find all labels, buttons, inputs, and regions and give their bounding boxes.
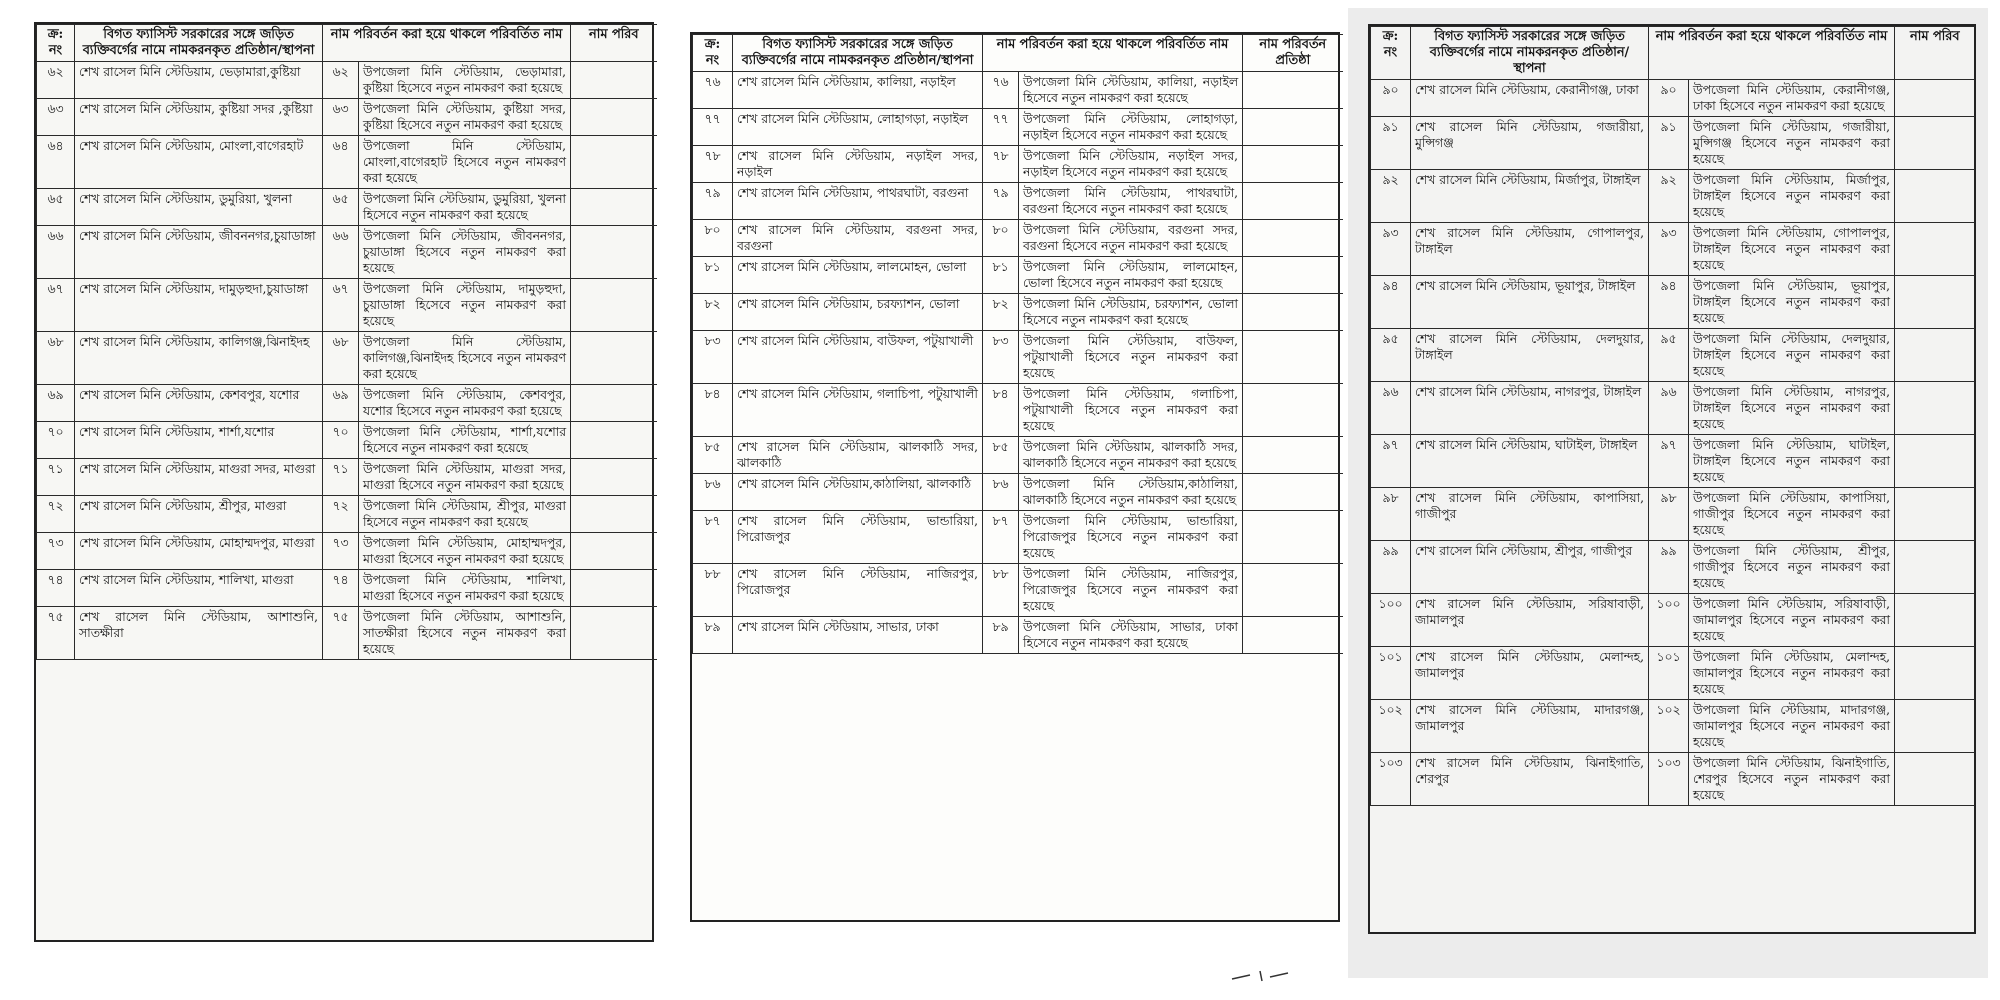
- row-extra-cell: [571, 62, 657, 99]
- table-row: [693, 564, 1343, 617]
- row-extra-cell: [1243, 564, 1343, 617]
- row-serial: ৮২: [693, 294, 733, 331]
- row-extra-cell: [1243, 437, 1343, 474]
- row-serial: ৮৪: [693, 384, 733, 437]
- row-extra-cell: [571, 496, 657, 533]
- row-serial: ১০১: [1371, 647, 1411, 700]
- row-extra-cell: [1895, 117, 1975, 170]
- row-serial: ১০২: [1371, 700, 1411, 753]
- row-new-serial: ৯৯: [1649, 541, 1689, 594]
- row-original-name: শেখ রাসেল মিনি স্টেডিয়াম, নাজিরপুর, পিরোজপুর: [733, 564, 983, 617]
- row-extra-cell: [1243, 294, 1343, 331]
- row-extra-cell: [1895, 276, 1975, 329]
- header-original-name: বিগত ফ্যাসিস্ট সরকারের সঙ্গে জড়িত ব্যক্তিবর্গের নামে নামকরনকৃত প্রতিষ্ঠান/স্থাপনা: [75, 25, 323, 62]
- row-new-serial: ৬২: [323, 62, 359, 99]
- table-row: [37, 422, 657, 459]
- row-original-name: শেখ রাসেল মিনি স্টেডিয়াম, সাভার, ঢাকা: [733, 617, 983, 654]
- row-serial: ৭১: [37, 459, 75, 496]
- table-row: [1371, 647, 1975, 700]
- row-new-serial: ১০০: [1649, 594, 1689, 647]
- table-body-page-3: [1371, 80, 1975, 806]
- row-extra-cell: [1895, 753, 1975, 806]
- row-new-serial: ৮৪: [983, 384, 1019, 437]
- row-new-name: উপজেলা মিনি স্টেডিয়াম, মোহাম্মদপুর, মাগুরা হিসেবে নতুন নামকরণ করা হয়েছে: [359, 533, 571, 570]
- table-row: [1371, 488, 1975, 541]
- row-serial: ৮৭: [693, 511, 733, 564]
- row-new-serial: ১০১: [1649, 647, 1689, 700]
- table-row: [693, 384, 1343, 437]
- row-extra-cell: [571, 136, 657, 189]
- row-extra-cell: [1243, 474, 1343, 511]
- row-extra-cell: [571, 99, 657, 136]
- table-row: [1371, 329, 1975, 382]
- row-original-name: শেখ রাসেল মিনি স্টেডিয়াম, বরগুনা সদর, বরগুনা: [733, 220, 983, 257]
- row-serial: ৬২: [37, 62, 75, 99]
- row-original-name: শেখ রাসেল মিনি স্টেডিয়াম, ভূয়াপুর, টাঙ্গাইল: [1411, 276, 1649, 329]
- row-extra-cell: [1243, 331, 1343, 384]
- row-serial: ৮১: [693, 257, 733, 294]
- row-serial: ৭০: [37, 422, 75, 459]
- row-original-name: শেখ রাসেল মিনি স্টেডিয়াম, আশাশুনি, সাতক্ষীরা: [75, 607, 323, 660]
- row-new-serial: ৮৯: [983, 617, 1019, 654]
- table-row: [1371, 80, 1975, 117]
- row-new-serial: ৭৪: [323, 570, 359, 607]
- header-original-name: বিগত ফ্যাসিস্ট সরকারের সঙ্গে জড়িত ব্যক্তিবর্গের নামে নামকরনকৃত প্রতিষ্ঠান/স্থাপনা: [733, 35, 983, 72]
- row-extra-cell: [1243, 109, 1343, 146]
- row-new-name: উপজেলা মিনি স্টেডিয়াম, কুষ্টিয়া সদর, কুষ্টিয়া হিসেবে নতুন নামকরণ করা হয়েছে: [359, 99, 571, 136]
- row-extra-cell: [1895, 541, 1975, 594]
- stadium-table-page-3: [1370, 26, 1975, 806]
- row-new-serial: ৯১: [1649, 117, 1689, 170]
- row-extra-cell: [1895, 80, 1975, 117]
- row-new-name: উপজেলা মিনি স্টেডিয়াম, দেলদুয়ার, টাঙ্গাইল হিসেবে নতুন নামকরণ করা হয়েছে: [1689, 329, 1895, 382]
- row-serial: ৯৫: [1371, 329, 1411, 382]
- row-new-serial: ৭৩: [323, 533, 359, 570]
- row-new-name: উপজেলা মিনি স্টেডিয়াম, লালমোহন, ভোলা হিসেবে নতুন নামকরণ করা হয়েছে: [1019, 257, 1243, 294]
- row-serial: ৯১: [1371, 117, 1411, 170]
- row-new-serial: ৮০: [983, 220, 1019, 257]
- row-original-name: শেখ রাসেল মিনি স্টেডিয়াম, কুষ্টিয়া সদর ,কুষ্টিয়া: [75, 99, 323, 136]
- row-new-serial: ৯৪: [1649, 276, 1689, 329]
- stadium-table-page-1: [36, 24, 657, 660]
- table-row: [693, 257, 1343, 294]
- row-extra-cell: [1243, 617, 1343, 654]
- row-new-name: উপজেলা মিনি স্টেডিয়াম, মোংলা,বাগেরহাট হিসেবে নতুন নামকরণ করা হয়েছে: [359, 136, 571, 189]
- row-extra-cell: [571, 607, 657, 660]
- row-extra-cell: [571, 189, 657, 226]
- header-serial: ক্র: নং: [693, 35, 733, 72]
- row-original-name: শেখ রাসেল মিনি স্টেডিয়াম, কালিয়া, নড়াইল: [733, 72, 983, 109]
- row-new-serial: ৯৫: [1649, 329, 1689, 382]
- row-serial: ৬৩: [37, 99, 75, 136]
- row-new-serial: ৮৩: [983, 331, 1019, 384]
- row-extra-cell: [571, 422, 657, 459]
- row-new-serial: ৭১: [323, 459, 359, 496]
- table-header-row: [693, 35, 1343, 72]
- row-original-name: শেখ রাসেল মিনি স্টেডিয়াম, কালিগঞ্জ,ঝিনাইদহ: [75, 332, 323, 385]
- row-original-name: শেখ রাসেল মিনি স্টেডিয়াম, মোংলা,বাগেরহাট: [75, 136, 323, 189]
- row-new-serial: ৬৫: [323, 189, 359, 226]
- table-row: [1371, 117, 1975, 170]
- row-serial: ৭৭: [693, 109, 733, 146]
- row-new-name: উপজেলা মিনি স্টেডিয়াম, ঘাটাইল, টাঙ্গাইল হিসেবে নতুন নামকরণ করা হয়েছে: [1689, 435, 1895, 488]
- row-new-serial: ৮৮: [983, 564, 1019, 617]
- table-row: [1371, 753, 1975, 806]
- row-new-serial: ৬৮: [323, 332, 359, 385]
- table-row: [37, 226, 657, 279]
- row-new-name: উপজেলা মিনি স্টেডিয়াম, বাউফল, পটুয়াখালী হিসেবে নতুন নামকরণ করা হয়েছে: [1019, 331, 1243, 384]
- table-row: [1371, 382, 1975, 435]
- row-original-name: শেখ রাসেল মিনি স্টেডিয়াম, গলাচিপা, পটুয়াখালী: [733, 384, 983, 437]
- table-row: [693, 183, 1343, 220]
- row-serial: ১০৩: [1371, 753, 1411, 806]
- row-new-name: উপজেলা মিনি স্টেডিয়াম, দামুড়হুদা, চুয়াডাঙ্গা হিসেবে নতুন নামকরণ করা হয়েছে: [359, 279, 571, 332]
- document-page-2: [690, 32, 1340, 922]
- row-serial: ৬৬: [37, 226, 75, 279]
- header-serial: ক্র: নং: [37, 25, 75, 62]
- row-serial: ৮০: [693, 220, 733, 257]
- row-new-name: উপজেলা মিনি স্টেডিয়াম, কেরানীগঞ্জ, ঢাকা হিসেবে নতুন নামকরণ করা হয়েছে: [1689, 80, 1895, 117]
- table-row: [1371, 170, 1975, 223]
- row-extra-cell: [1895, 382, 1975, 435]
- row-original-name: শেখ রাসেল মিনি স্টেডিয়াম, জীবননগর,চুয়াডাঙ্গা: [75, 226, 323, 279]
- row-new-name: উপজেলা মিনি স্টেডিয়াম, আশাশুনি, সাতক্ষীরা হিসেবে নতুন নামকরণ করা হয়েছে: [359, 607, 571, 660]
- row-original-name: শেখ রাসেল মিনি স্টেডিয়াম, মোহাম্মদপুর, মাগুরা: [75, 533, 323, 570]
- row-new-serial: ৮২: [983, 294, 1019, 331]
- header-extra: নাম পরিব: [1895, 27, 1975, 80]
- row-serial: ৬৮: [37, 332, 75, 385]
- row-extra-cell: [1243, 183, 1343, 220]
- row-original-name: শেখ রাসেল মিনি স্টেডিয়াম, লোহাগড়া, নড়াইল: [733, 109, 983, 146]
- row-original-name: শেখ রাসেল মিনি স্টেডিয়াম, শ্রীপুর, মাগুরা: [75, 496, 323, 533]
- row-new-serial: ৬৭: [323, 279, 359, 332]
- row-new-name: উপজেলা মিনি স্টেডিয়াম,কাঠালিয়া, ঝালকাঠি হিসেবে নতুন নামকরণ করা হয়েছে: [1019, 474, 1243, 511]
- row-serial: ৭৩: [37, 533, 75, 570]
- row-serial: ৯৬: [1371, 382, 1411, 435]
- row-new-serial: ১০৩: [1649, 753, 1689, 806]
- row-original-name: শেখ রাসেল মিনি স্টেডিয়াম, মির্জাপুর, টাঙ্গাইল: [1411, 170, 1649, 223]
- row-new-name: উপজেলা মিনি স্টেডিয়াম, শার্শা,যশোর হিসেবে নতুন নামকরণ করা হয়েছে: [359, 422, 571, 459]
- row-original-name: শেখ রাসেল মিনি স্টেডিয়াম, কাপাসিয়া, গাজীপুর: [1411, 488, 1649, 541]
- row-serial: ১০০: [1371, 594, 1411, 647]
- row-new-serial: ৮৬: [983, 474, 1019, 511]
- header-new-name: নাম পরিবর্তন করা হয়ে থাকলে পরিবর্তিত নাম: [323, 25, 571, 62]
- row-original-name: শেখ রাসেল মিনি স্টেডিয়াম, মাদারগঞ্জ, জামালপুর: [1411, 700, 1649, 753]
- row-new-serial: ৯৭: [1649, 435, 1689, 488]
- row-serial: ৬৪: [37, 136, 75, 189]
- row-serial: ৭৫: [37, 607, 75, 660]
- row-original-name: শেখ রাসেল মিনি স্টেডিয়াম, চরফ্যাশন, ভোলা: [733, 294, 983, 331]
- row-original-name: শেখ রাসেল মিনি স্টেডিয়াম, কেরানীগঞ্জ, ঢাকা: [1411, 80, 1649, 117]
- row-new-name: উপজেলা মিনি স্টেডিয়াম, মাগুরা সদর, মাগুরা হিসেবে নতুন নামকরণ করা হয়েছে: [359, 459, 571, 496]
- header-extra: নাম পরিবর্তন প্রতিষ্ঠা: [1243, 35, 1343, 72]
- document-page-1: [34, 22, 654, 942]
- row-new-name: উপজেলা মিনি স্টেডিয়াম, ভেড়ামারা, কুষ্টিয়া হিসেবে নতুন নামকরণ করা হয়েছে: [359, 62, 571, 99]
- row-original-name: শেখ রাসেল মিনি স্টেডিয়াম, শালিখা, মাগুরা: [75, 570, 323, 607]
- row-new-name: উপজেলা মিনি স্টেডিয়াম, গোপালপুর, টাঙ্গাইল হিসেবে নতুন নামকরণ করা হয়েছে: [1689, 223, 1895, 276]
- row-original-name: শেখ রাসেল মিনি স্টেডিয়াম, ডুমুরিয়া, খুলনা: [75, 189, 323, 226]
- table-row: [1371, 594, 1975, 647]
- row-new-serial: ৯৩: [1649, 223, 1689, 276]
- row-extra-cell: [1243, 146, 1343, 183]
- table-row: [37, 496, 657, 533]
- row-new-serial: ৬৩: [323, 99, 359, 136]
- table-row: [693, 437, 1343, 474]
- table-body-page-2: [693, 72, 1343, 654]
- row-serial: ৯৩: [1371, 223, 1411, 276]
- row-serial: ৮৯: [693, 617, 733, 654]
- row-new-serial: ৭৫: [323, 607, 359, 660]
- row-new-serial: ৭০: [323, 422, 359, 459]
- row-new-name: উপজেলা মিনি স্টেডিয়াম, চরফ্যাশন, ভোলা হিসেবে নতুন নামকরণ করা হয়েছে: [1019, 294, 1243, 331]
- row-new-serial: ৯৮: [1649, 488, 1689, 541]
- row-new-serial: ৯৬: [1649, 382, 1689, 435]
- table-row: [37, 189, 657, 226]
- row-original-name: শেখ রাসেল মিনি স্টেডিয়াম, লালমোহন, ভোলা: [733, 257, 983, 294]
- row-new-name: উপজেলা মিনি স্টেডিয়াম, ঝালকাঠি সদর, ঝালকাঠি হিসেবে নতুন নামকরণ করা হয়েছে: [1019, 437, 1243, 474]
- header-original-name: বিগত ফ্যাসিস্ট সরকারের সঙ্গে জড়িত ব্যক্তিবর্গের নামে নামকরনকৃত প্রতিষ্ঠান/স্থাপনা: [1411, 27, 1649, 80]
- row-extra-cell: [1895, 647, 1975, 700]
- row-extra-cell: [1243, 511, 1343, 564]
- table-row: [693, 72, 1343, 109]
- row-original-name: শেখ রাসেল মিনি স্টেডিয়াম, শ্রীপুর, গাজীপুর: [1411, 541, 1649, 594]
- header-extra: নাম পরিব: [571, 25, 657, 62]
- row-new-serial: ৮১: [983, 257, 1019, 294]
- row-extra-cell: [1895, 223, 1975, 276]
- row-new-name: উপজেলা মিনি স্টেডিয়াম, ভূয়াপুর, টাঙ্গাইল হিসেবে নতুন নামকরণ করা হয়েছে: [1689, 276, 1895, 329]
- row-extra-cell: [1895, 700, 1975, 753]
- row-new-serial: ৬৯: [323, 385, 359, 422]
- scan-mark-decoration: [1230, 968, 1290, 982]
- row-new-name: উপজেলা মিনি স্টেডিয়াম, কাপাসিয়া, গাজীপুর হিসেবে নতুন নামকরণ করা হয়েছে: [1689, 488, 1895, 541]
- row-extra-cell: [1895, 594, 1975, 647]
- row-new-serial: ৭৬: [983, 72, 1019, 109]
- row-extra-cell: [571, 570, 657, 607]
- row-new-name: উপজেলা মিনি স্টেডিয়াম, নাজিরপুর, পিরোজপুর হিসেবে নতুন নামকরণ করা হয়েছে: [1019, 564, 1243, 617]
- row-extra-cell: [571, 226, 657, 279]
- table-row: [693, 474, 1343, 511]
- row-extra-cell: [1243, 72, 1343, 109]
- row-extra-cell: [1243, 384, 1343, 437]
- row-serial: ৭২: [37, 496, 75, 533]
- row-serial: ৭৯: [693, 183, 733, 220]
- table-row: [37, 279, 657, 332]
- row-serial: ৮৮: [693, 564, 733, 617]
- table-row: [37, 607, 657, 660]
- table-row: [37, 570, 657, 607]
- row-new-name: উপজেলা মিনি স্টেডিয়াম, গলাচিপা, পটুয়াখালী হিসেবে নতুন নামকরণ করা হয়েছে: [1019, 384, 1243, 437]
- row-new-name: উপজেলা মিনি স্টেডিয়াম, ভান্ডারিয়া, পিরোজপুর হিসেবে নতুন নামকরণ করা হয়েছে: [1019, 511, 1243, 564]
- row-serial: ৯২: [1371, 170, 1411, 223]
- row-new-name: উপজেলা মিনি স্টেডিয়াম, সরিষাবাড়ী, জামালপুর হিসেবে নতুন নামকরণ করা হয়েছে: [1689, 594, 1895, 647]
- row-original-name: শেখ রাসেল মিনি স্টেডিয়াম, ভেড়ামারা,কুষ্টিয়া: [75, 62, 323, 99]
- row-serial: ৮৬: [693, 474, 733, 511]
- row-new-name: উপজেলা মিনি স্টেডিয়াম, লোহাগড়া, নড়াইল হিসেবে নতুন নামকরণ করা হয়েছে: [1019, 109, 1243, 146]
- row-new-serial: ৮৭: [983, 511, 1019, 564]
- table-row: [37, 62, 657, 99]
- table-header-row: [37, 25, 657, 62]
- row-serial: ৬৫: [37, 189, 75, 226]
- row-original-name: শেখ রাসেল মিনি স্টেডিয়াম, ঝিনাইগাতি, শেরপুর: [1411, 753, 1649, 806]
- row-serial: ৬৭: [37, 279, 75, 332]
- row-original-name: শেখ রাসেল মিনি স্টেডিয়াম, পাথরঘাটা, বরগুনা: [733, 183, 983, 220]
- row-serial: ৮৫: [693, 437, 733, 474]
- row-new-serial: ৯০: [1649, 80, 1689, 117]
- row-extra-cell: [1895, 329, 1975, 382]
- row-original-name: শেখ রাসেল মিনি স্টেডিয়াম, সরিষাবাড়ী, জামালপুর: [1411, 594, 1649, 647]
- table-row: [693, 294, 1343, 331]
- row-new-serial: ৭৮: [983, 146, 1019, 183]
- row-extra-cell: [1895, 435, 1975, 488]
- row-serial: ৯৯: [1371, 541, 1411, 594]
- table-row: [1371, 435, 1975, 488]
- row-new-serial: ৭৭: [983, 109, 1019, 146]
- row-original-name: শেখ রাসেল মিনি স্টেডিয়াম, গজারীয়া, মুন্সিগঞ্জ: [1411, 117, 1649, 170]
- row-serial: ৭৬: [693, 72, 733, 109]
- row-new-name: উপজেলা মিনি স্টেডিয়াম, ঝিনাইগাতি, শেরপুর হিসেবে নতুন নামকরণ করা হয়েছে: [1689, 753, 1895, 806]
- row-serial: ৭৪: [37, 570, 75, 607]
- table-row: [1371, 700, 1975, 753]
- table-row: [693, 220, 1343, 257]
- stadium-table-page-2: [692, 34, 1343, 654]
- row-extra-cell: [571, 279, 657, 332]
- table-row: [693, 331, 1343, 384]
- row-new-serial: ৭৯: [983, 183, 1019, 220]
- header-new-name: নাম পরিবর্তন করা হয়ে থাকলে পরিবর্তিত নাম: [1649, 27, 1895, 80]
- row-new-serial: ৮৫: [983, 437, 1019, 474]
- row-new-name: উপজেলা মিনি স্টেডিয়াম, শ্রীপুর, মাগুরা হিসেবে নতুন নামকরণ করা হয়েছে: [359, 496, 571, 533]
- row-original-name: শেখ রাসেল মিনি স্টেডিয়াম, বাউফল, পটুয়াখালী: [733, 331, 983, 384]
- row-new-serial: ৭২: [323, 496, 359, 533]
- row-extra-cell: [571, 533, 657, 570]
- row-original-name: শেখ রাসেল মিনি স্টেডিয়াম, ঝালকাঠি সদর, ঝালকাঠি: [733, 437, 983, 474]
- row-original-name: শেখ রাসেল মিনি স্টেডিয়াম, ঘাটাইল, টাঙ্গাইল: [1411, 435, 1649, 488]
- table-row: [693, 109, 1343, 146]
- row-serial: ৯৭: [1371, 435, 1411, 488]
- row-new-name: উপজেলা মিনি স্টেডিয়াম, কালিয়া, নড়াইল হিসেবে নতুন নামকরণ করা হয়েছে: [1019, 72, 1243, 109]
- table-row: [37, 99, 657, 136]
- row-new-serial: ৬৬: [323, 226, 359, 279]
- row-new-name: উপজেলা মিনি স্টেডিয়াম, ডুমুরিয়া, খুলনা হিসেবে নতুন নামকরণ করা হয়েছে: [359, 189, 571, 226]
- table-row: [1371, 541, 1975, 594]
- row-original-name: শেখ রাসেল মিনি স্টেডিয়াম, মাগুরা সদর, মাগুরা: [75, 459, 323, 496]
- row-new-name: উপজেলা মিনি স্টেডিয়াম, নাগরপুর, টাঙ্গাইল হিসেবে নতুন নামকরণ করা হয়েছে: [1689, 382, 1895, 435]
- row-new-name: উপজেলা মিনি স্টেডিয়াম, মির্জাপুর, টাঙ্গাইল হিসেবে নতুন নামকরণ করা হয়েছে: [1689, 170, 1895, 223]
- table-row: [1371, 223, 1975, 276]
- row-original-name: শেখ রাসেল মিনি স্টেডিয়াম, গোপালপুর, টাঙ্গাইল: [1411, 223, 1649, 276]
- row-original-name: শেখ রাসেল মিনি স্টেডিয়াম, নাগরপুর, টাঙ্গাইল: [1411, 382, 1649, 435]
- row-new-name: উপজেলা মিনি স্টেডিয়াম, সাভার, ঢাকা হিসেবে নতুন নামকরণ করা হয়েছে: [1019, 617, 1243, 654]
- row-extra-cell: [1243, 220, 1343, 257]
- row-new-serial: ৯২: [1649, 170, 1689, 223]
- document-page-3: [1368, 24, 1976, 934]
- row-original-name: শেখ রাসেল মিনি স্টেডিয়াম, দেলদুয়ার, টাঙ্গাইল: [1411, 329, 1649, 382]
- row-new-name: উপজেলা মিনি স্টেডিয়াম, পাথরঘাটা, বরগুনা হিসেবে নতুন নামকরণ করা হয়েছে: [1019, 183, 1243, 220]
- table-row: [37, 136, 657, 189]
- row-original-name: শেখ রাসেল মিনি স্টেডিয়াম, দামুড়হুদা,চুয়াডাঙ্গা: [75, 279, 323, 332]
- row-extra-cell: [1243, 257, 1343, 294]
- row-extra-cell: [571, 332, 657, 385]
- row-new-name: উপজেলা মিনি স্টেডিয়াম, জীবননগর, চুয়াডাঙ্গা হিসেবে নতুন নামকরণ করা হয়েছে: [359, 226, 571, 279]
- table-row: [693, 617, 1343, 654]
- row-new-serial: ৬৪: [323, 136, 359, 189]
- row-new-serial: ১০২: [1649, 700, 1689, 753]
- row-original-name: শেখ রাসেল মিনি স্টেডিয়াম,কাঠালিয়া, ঝালকাঠি: [733, 474, 983, 511]
- row-new-name: উপজেলা মিনি স্টেডিয়াম, শালিখা, মাগুরা হিসেবে নতুন নামকরণ করা হয়েছে: [359, 570, 571, 607]
- table-row: [37, 533, 657, 570]
- row-extra-cell: [1895, 488, 1975, 541]
- row-serial: ৯৪: [1371, 276, 1411, 329]
- table-row: [37, 332, 657, 385]
- header-serial: ক্র: নং: [1371, 27, 1411, 80]
- row-new-name: উপজেলা মিনি স্টেডিয়াম, কালিগঞ্জ,ঝিনাইদহ হিসেবে নতুন নামকরণ করা হয়েছে: [359, 332, 571, 385]
- row-serial: ৯৮: [1371, 488, 1411, 541]
- row-extra-cell: [571, 385, 657, 422]
- row-new-name: উপজেলা মিনি স্টেডিয়াম, মাদারগঞ্জ, জামালপুর হিসেবে নতুন নামকরণ করা হয়েছে: [1689, 700, 1895, 753]
- row-serial: ৬৯: [37, 385, 75, 422]
- row-serial: ৯০: [1371, 80, 1411, 117]
- table-body-page-1: [37, 62, 657, 660]
- row-new-name: উপজেলা মিনি স্টেডিয়াম, কেশবপুর, যশোর হিসেবে নতুন নামকরণ করা হয়েছে: [359, 385, 571, 422]
- row-serial: ৮৩: [693, 331, 733, 384]
- row-extra-cell: [571, 459, 657, 496]
- header-new-name: নাম পরিবর্তন করা হয়ে থাকলে পরিবর্তিত নাম: [983, 35, 1243, 72]
- table-row: [1371, 276, 1975, 329]
- row-original-name: শেখ রাসেল মিনি স্টেডিয়াম, নড়াইল সদর, নড়াইল: [733, 146, 983, 183]
- row-new-name: উপজেলা মিনি স্টেডিয়াম, গজারীয়া, মুন্সিগঞ্জ হিসেবে নতুন নামকরণ করা হয়েছে: [1689, 117, 1895, 170]
- table-row: [37, 385, 657, 422]
- table-row: [37, 459, 657, 496]
- row-new-name: উপজেলা মিনি স্টেডিয়াম, শ্রীপুর, গাজীপুর হিসেবে নতুন নামকরণ করা হয়েছে: [1689, 541, 1895, 594]
- row-original-name: শেখ রাসেল মিনি স্টেডিয়াম, কেশবপুর, যশোর: [75, 385, 323, 422]
- row-original-name: শেখ রাসেল মিনি স্টেডিয়াম, মেলান্দহ, জামালপুর: [1411, 647, 1649, 700]
- table-row: [693, 146, 1343, 183]
- row-serial: ৭৮: [693, 146, 733, 183]
- table-header-row: [1371, 27, 1975, 80]
- row-extra-cell: [1895, 170, 1975, 223]
- table-row: [693, 511, 1343, 564]
- row-original-name: শেখ রাসেল মিনি স্টেডিয়াম, শার্শা,যশোর: [75, 422, 323, 459]
- row-new-name: উপজেলা মিনি স্টেডিয়াম, বরগুনা সদর, বরগুনা হিসেবে নতুন নামকরণ করা হয়েছে: [1019, 220, 1243, 257]
- row-original-name: শেখ রাসেল মিনি স্টেডিয়াম, ভান্ডারিয়া, পিরোজপুর: [733, 511, 983, 564]
- row-new-name: উপজেলা মিনি স্টেডিয়াম, নড়াইল সদর, নড়াইল হিসেবে নতুন নামকরণ করা হয়েছে: [1019, 146, 1243, 183]
- row-new-name: উপজেলা মিনি স্টেডিয়াম, মেলান্দহ, জামালপুর হিসেবে নতুন নামকরণ করা হয়েছে: [1689, 647, 1895, 700]
